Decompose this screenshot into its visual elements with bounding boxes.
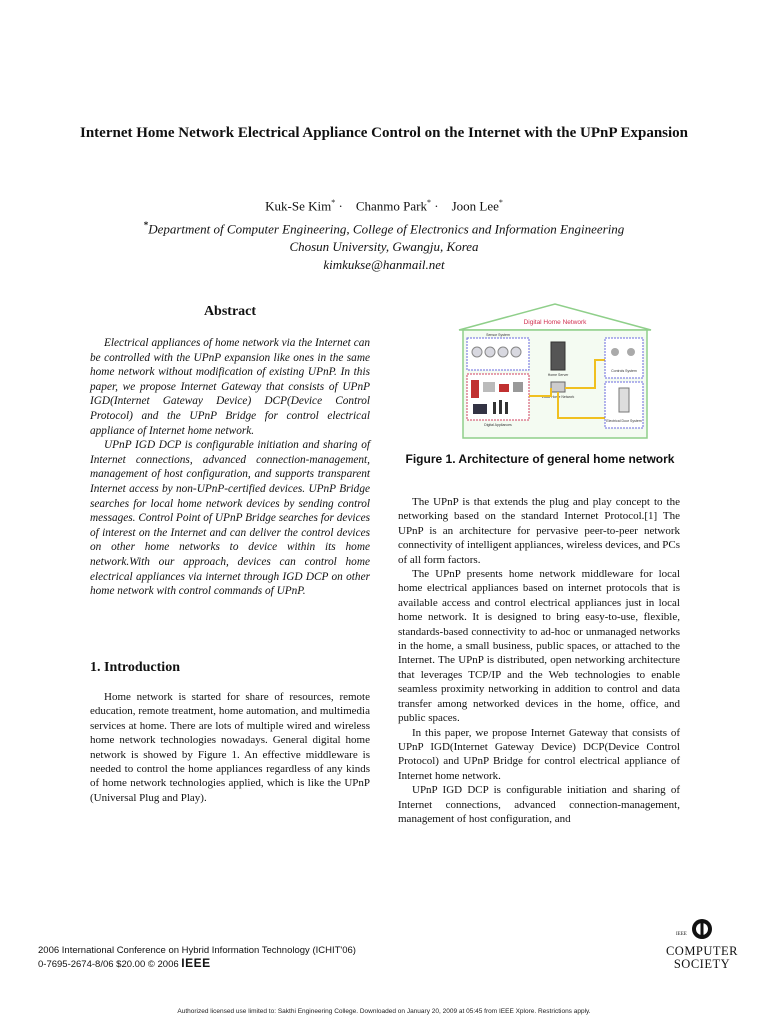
local-network-hub [551, 382, 565, 392]
author-name: Joon Lee [451, 198, 499, 214]
abstract-body [90, 336, 370, 599]
abstract-paragraph: Electrical appliances of home network via the Internet can be controlled with the UPnP expansion like ones in the same home network without modification of existing UPnP. In this paper, we propose Internet Gateway that consists of UPnP IGD(Internet Gateway Device) DCP(Device Control Protocol) and the UPnP Bridge for control electrical appliance of Internet home network. [90, 337, 370, 437]
house-roof [459, 304, 651, 330]
body-paragraph: UPnP IGD DCP is configurable initiation and sharing of Internet connections, advanced connection-management, management of host configuration, and [398, 784, 680, 825]
electrical-door-label: Electrical Door System [606, 419, 642, 423]
right-column-body [398, 495, 680, 826]
author-mark: * [498, 198, 503, 207]
affiliation-mark: * [143, 220, 149, 230]
author-list [0, 198, 768, 214]
figure-caption: Figure 1. Architecture of general home network [405, 452, 675, 466]
appliance-tv [473, 404, 487, 414]
controls-label: Controls System [611, 369, 637, 373]
home-server [551, 342, 565, 370]
body-paragraph: The UPnP is that extends the plug and play concept to the networking based on the standard Internet Protocol.[1] The UPnP is an architecture for pervasive peer-to-peer network connectivity of intelligent appliances, wireless devices, and PCs of all form factors. [398, 496, 680, 566]
author-email: kimkukse@hanmail.net [323, 257, 445, 273]
affiliation-university: Chosun University, Gwangju, Korea [289, 239, 479, 255]
paper-title: Internet Home Network Electrical Appliance Control on the Internet with the UPnP Expansion [79, 125, 689, 141]
conference-footer [38, 945, 356, 971]
appliance-speaker [493, 402, 496, 414]
sensor-device [472, 347, 482, 357]
appliances-label: Digital Appliances [484, 423, 512, 427]
computer-society-logo [662, 918, 742, 974]
sensor-device [485, 347, 495, 357]
affiliation-department: Department of Computer Engineering, College of Electronics and Information Engineering [148, 221, 625, 237]
control-device [627, 348, 635, 356]
logo-computer: COMPUTER [665, 944, 739, 958]
author-name: Kuk-Se Kim [265, 198, 332, 214]
conference-name: 2006 International Conference on Hybrid Information Technology (ICHIT'06) [38, 945, 356, 956]
appliance-washer [483, 382, 495, 392]
body-paragraph: In this paper, we propose Internet Gateway that consists of UPnP IGD(Internet Gateway Device) DCP(Device Control Protocol) and UPnP Bridge for control electrical appliance of Internet home network. [398, 726, 680, 782]
server-label: Home Server [547, 373, 569, 377]
computer-society-emblem-icon [690, 918, 714, 940]
body-paragraph: The UPnP presents home network middleware for local home electrical appliances based on internet protocols that is available access and control electrical appliances just in local home network. It is designed to bring easy-to-use, flexible, standards-based connectivity to ad-hoc or unmanaged networks in the home, a small business, public spaces, or attached to the Internet. The UPnP is distributed, open networking architecture that leverages TCP/IP and the Web technologies to enable seamless proximity networking in addition to control and data transfer among networked devices in the home, office, and public spaces. [398, 568, 680, 725]
introduction-paragraph: Home network is started for share of resources, remote education, remote treatment, home automation, and multimedia services at home. There are lots of multiple wired and wireless home network technologies nowadays. General digital home network is showed by Figure 1. An effective middleware is needed to control the home appliances regardless of any kinds of home network technologies applied, which is like the UPnP (Universal Plug and Play). [90, 691, 370, 804]
author-name: Chanmo Park [355, 198, 427, 214]
diagram-title: Digital Home Network [523, 319, 587, 326]
authorized-use-notice: Authorized licensed use limited to: Sakthi Engineering College. Downloaded on January 20, 2009 at 05:45 from IEEE Xplore. Restrictions apply. [177, 1008, 591, 1015]
logo-ieee-text: IEEE [676, 932, 687, 937]
introduction-body [90, 690, 370, 805]
author-separator: · [335, 198, 343, 214]
abstract-heading: Abstract [203, 304, 257, 319]
appliance-fridge [471, 380, 479, 398]
affiliation [60, 216, 708, 274]
control-device [611, 348, 619, 356]
abstract-paragraph: UPnP IGD DCP is configurable initiation and sharing of Internet connections, advanced connection-management, management of host configuration, and supports transparent Internet access by non-UPnP-certified devices. UPnP Bridge searches for local home network devices by sending control messages. Control Point of UPnP Bridge searches for devices of interest on the Internet and can deliver the control devices on other home networks to device within its home network.With our approach, devices can control home electrical appliances via internet through IGD DCP on other home network with control commands of UPnP. [90, 439, 370, 598]
copyright-line: 0-7695-2674-8/06 $20.00 © 2006 [38, 959, 179, 970]
author-mark: * [331, 198, 336, 207]
appliance-aircon [513, 382, 523, 392]
introduction-heading: 1. Introduction [90, 660, 180, 675]
logo-society: SOCIETY [673, 957, 731, 971]
sensor-device [498, 347, 508, 357]
appliance-speaker [499, 400, 502, 414]
door-device [619, 388, 629, 412]
figure-home-network-diagram [455, 300, 655, 440]
sensor-label: Sensor System [486, 333, 510, 337]
ieee-wordmark: IEEE [181, 956, 211, 970]
appliance-oven [499, 384, 509, 392]
author-separator: · [430, 198, 439, 214]
appliance-speaker [505, 402, 508, 414]
author-mark: * [426, 198, 431, 207]
local-network-label: Local Home Network [541, 395, 575, 399]
sensor-device [511, 347, 521, 357]
